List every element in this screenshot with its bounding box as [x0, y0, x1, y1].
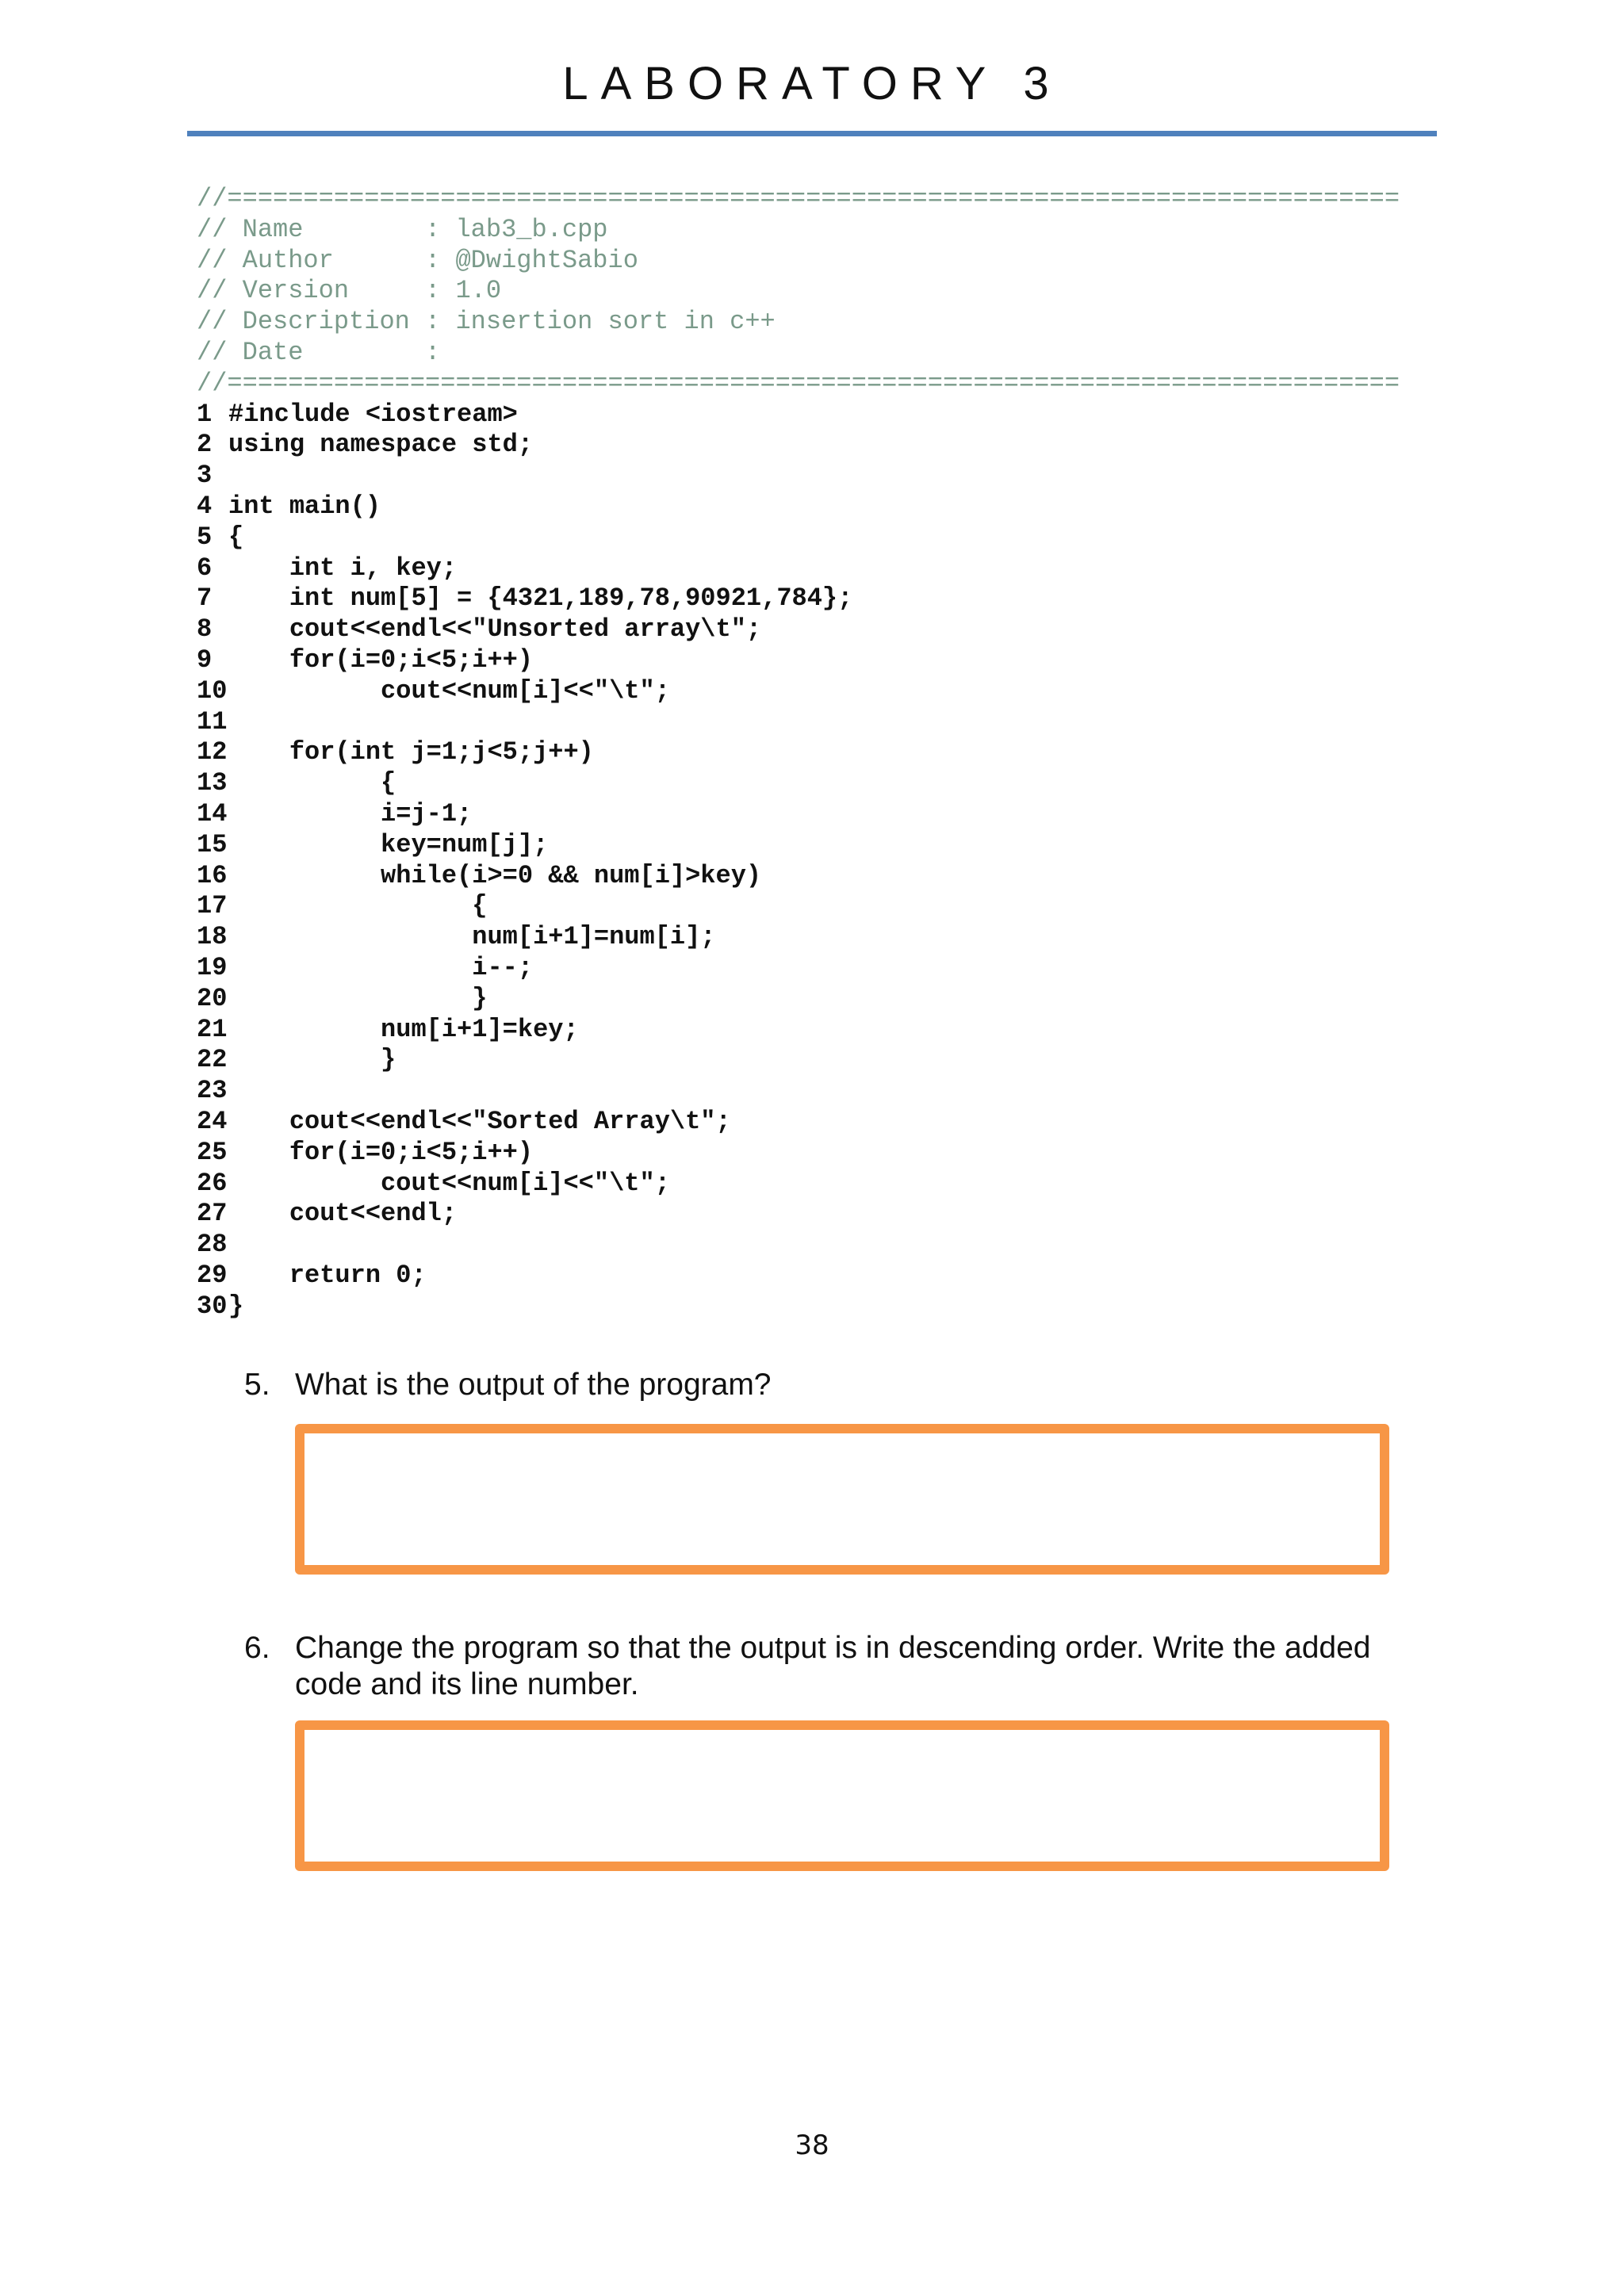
- line-number: 18: [197, 922, 228, 952]
- code-line: [197, 1199, 1434, 1230]
- line-number: 12: [197, 737, 228, 767]
- code-line: [197, 553, 1434, 584]
- code-text: #include <iostream>: [228, 399, 518, 429]
- comment-line: // Date :: [197, 337, 441, 367]
- line-number: 30: [197, 1291, 228, 1321]
- line-number: 15: [197, 829, 228, 859]
- code-line: [197, 1230, 1434, 1261]
- code-line: [197, 584, 1434, 614]
- code-text: i=j-1;: [228, 798, 473, 828]
- comment-line: // Version : 1.0: [197, 276, 502, 306]
- line-number: 28: [197, 1230, 228, 1260]
- code-text: }: [228, 1045, 396, 1075]
- line-number: 1: [197, 399, 213, 429]
- code-line: [197, 1292, 1434, 1322]
- question-6: [244, 1630, 1402, 1703]
- code-line: [197, 984, 1434, 1015]
- question-number: 6.: [244, 1631, 270, 1665]
- comment-line: //=============================================================================: [197, 368, 1400, 398]
- code-text: num[i+1]=num[i];: [228, 922, 716, 952]
- code-line: [197, 922, 1434, 953]
- code-text: num[i+1]=key;: [228, 1014, 579, 1044]
- line-number: 9: [197, 645, 213, 675]
- code-text: cout<<endl;: [228, 1199, 458, 1229]
- code-text: cout<<num[i]<<"\t";: [228, 675, 670, 706]
- question-text: Change the program so that the output is in descending order. Write the added code and its line number.: [295, 1631, 1371, 1701]
- line-number: 24: [197, 1106, 228, 1136]
- line-number: 23: [197, 1076, 228, 1106]
- code-text: int i, key;: [228, 553, 458, 583]
- code-text: }: [228, 983, 488, 1013]
- line-number: 29: [197, 1260, 228, 1290]
- code-text: return 0;: [228, 1260, 427, 1290]
- code-line: [197, 1107, 1434, 1138]
- code-text: int main(): [228, 491, 381, 521]
- line-number: 2: [197, 430, 213, 460]
- code-text: for(int j=1;j<5;j++): [228, 737, 594, 767]
- code-text: {: [228, 768, 396, 798]
- line-number: 3: [197, 461, 213, 491]
- code-line: [197, 400, 1434, 430]
- line-number: 14: [197, 798, 228, 828]
- code-text: int num[5] = {4321,189,78,90921,784};: [228, 584, 853, 614]
- code-line: [197, 522, 1434, 553]
- code-line: [197, 737, 1434, 768]
- code-text: cout<<endl<<"Sorted Array\t";: [228, 1106, 731, 1136]
- code-line: [197, 1138, 1434, 1169]
- line-number: 11: [197, 706, 228, 737]
- answer-box-question-6[interactable]: [295, 1720, 1389, 1871]
- code-line: [197, 953, 1434, 984]
- line-number: 16: [197, 860, 228, 890]
- answer-box-question-5[interactable]: [295, 1424, 1389, 1575]
- code-line: [197, 799, 1434, 830]
- code-text: }: [228, 1291, 244, 1321]
- code-text: using namespace std;: [228, 430, 534, 460]
- line-number: 25: [197, 1137, 228, 1167]
- code-text: for(i=0;i<5;i++): [228, 1137, 534, 1167]
- code-line: [197, 830, 1434, 861]
- line-number: 10: [197, 675, 228, 706]
- line-number: 26: [197, 1168, 228, 1198]
- code-text: cout<<num[i]<<"\t";: [228, 1168, 670, 1198]
- code-line: [197, 1045, 1434, 1076]
- comment-line: //=============================================================================: [197, 184, 1400, 213]
- question-number: 5.: [244, 1368, 270, 1402]
- code-text: cout<<endl<<"Unsorted array\t";: [228, 614, 762, 645]
- line-number: 6: [197, 553, 213, 583]
- code-line: [197, 891, 1434, 922]
- code-text: {: [228, 891, 488, 921]
- code-line: [197, 676, 1434, 707]
- code-line: [197, 861, 1434, 892]
- line-number: 8: [197, 614, 213, 645]
- code-line: [197, 645, 1434, 676]
- code-line: [197, 768, 1434, 799]
- line-number: 5: [197, 522, 213, 552]
- line-number: 19: [197, 952, 228, 982]
- code-line: [197, 1261, 1434, 1292]
- line-number: 4: [197, 491, 213, 521]
- page-number: 38: [795, 2130, 829, 2161]
- code-line: [197, 1076, 1434, 1107]
- page-title: LABORATORY 3: [562, 58, 1062, 109]
- code-line: [197, 461, 1434, 492]
- code-line: [197, 1169, 1434, 1200]
- code-text: i--;: [228, 952, 534, 982]
- question-text: What is the output of the program?: [295, 1368, 772, 1402]
- comment-line: // Author : @DwightSabio: [197, 245, 638, 275]
- line-number: 7: [197, 584, 213, 614]
- line-number: 20: [197, 983, 228, 1013]
- code-listing: [197, 184, 1434, 1322]
- line-number: 27: [197, 1199, 228, 1229]
- code-line: [197, 430, 1434, 461]
- code-text: {: [228, 522, 244, 552]
- comment-line: // Name : lab3_b.cpp: [197, 214, 608, 244]
- header-divider: [187, 131, 1437, 136]
- code-text: for(i=0;i<5;i++): [228, 645, 534, 675]
- code-line: [197, 492, 1434, 522]
- line-number: 17: [197, 891, 228, 921]
- code-line: [197, 614, 1434, 645]
- code-text: key=num[j];: [228, 829, 549, 859]
- code-text: while(i>=0 && num[i]>key): [228, 860, 762, 890]
- line-number: 22: [197, 1045, 228, 1075]
- code-line: [197, 707, 1434, 738]
- question-5: [244, 1367, 1402, 1403]
- comment-line: // Description : insertion sort in c++: [197, 307, 776, 337]
- line-number: 13: [197, 768, 228, 798]
- code-line: [197, 1015, 1434, 1046]
- line-number: 21: [197, 1014, 228, 1044]
